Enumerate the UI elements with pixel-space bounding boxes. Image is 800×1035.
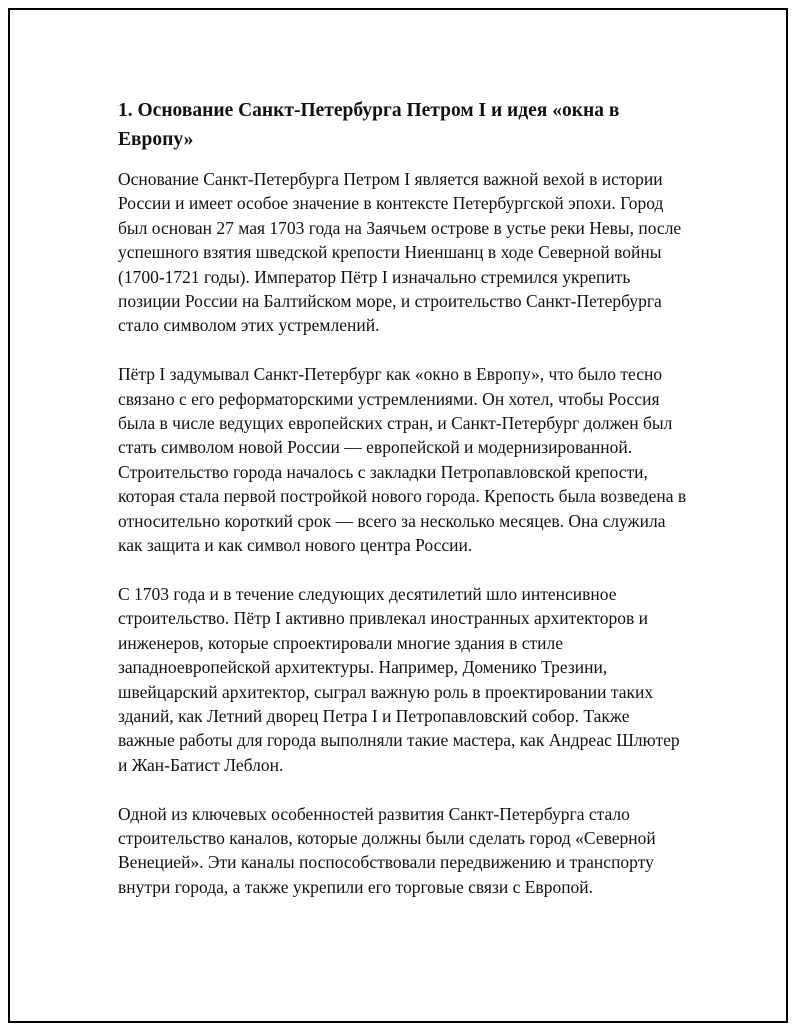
paragraph-window-to-europe: Пётр I задумывал Санкт-Петербург как «окно в Европу», что было тесно связано с его реформаторскими устремлениями. Он хотел, чтобы Россия была в числе ведущих европейских стран, и Санкт-Петербург должен был стать символом новой России — европейской и модернизированной. Строительство города началось с закладки Петропавловской крепости, которая стала первой постройкой нового города. Крепость была возведена в относительно короткий срок — всего за несколько месяцев. Она служила как защита и как символ нового центра России.	[118, 364, 687, 556]
paragraph-founding: Основание Санкт-Петербурга Петром I является важной вехой в истории России и имеет особое значение в контексте Петербургской эпохи. Город был основан 27 мая 1703 года на Заячьем острове в устье реки Невы, после успешного взятия шведской крепости Ниеншанц в ходе Северной войны (1700-1721 годы). Император Пётр I изначально стремился укрепить позиции России на Балтийском море, и строительство Санкт-Петербурга стало символом этих устремлений.	[118, 169, 682, 336]
document-body	[118, 96, 688, 924]
paragraph-canals: Одной из ключевых особенностей развития Санкт-Петербурга стало строительство каналов, которые должны были сделать город «Северной Венецией». Эти каналы поспособствовали передвижению и транспорту внутри города, а также укрепили его торговые связи с Европой.	[118, 803, 656, 897]
section-heading: 1. Основание Санкт-Петербурга Петром I и идея «окна в Европу»	[118, 100, 620, 150]
paragraph-construction: С 1703 года и в течение следующих десятилетий шло интенсивное строительство. Пётр I активно привлекал иностранных архитекторов и инженеров, которые спроектировали многие здания в стиле западноевропейской архитектуры. Например, Доменико Трезини, швейцарский архитектор, сыграл важную роль в проектировании таких зданий, как Летний дворец Петра I и Петропавловский собор. Также важные работы для города выполняли такие мастера, как Андреас Шлютер и Жан-Батист Леблон.	[118, 583, 680, 775]
